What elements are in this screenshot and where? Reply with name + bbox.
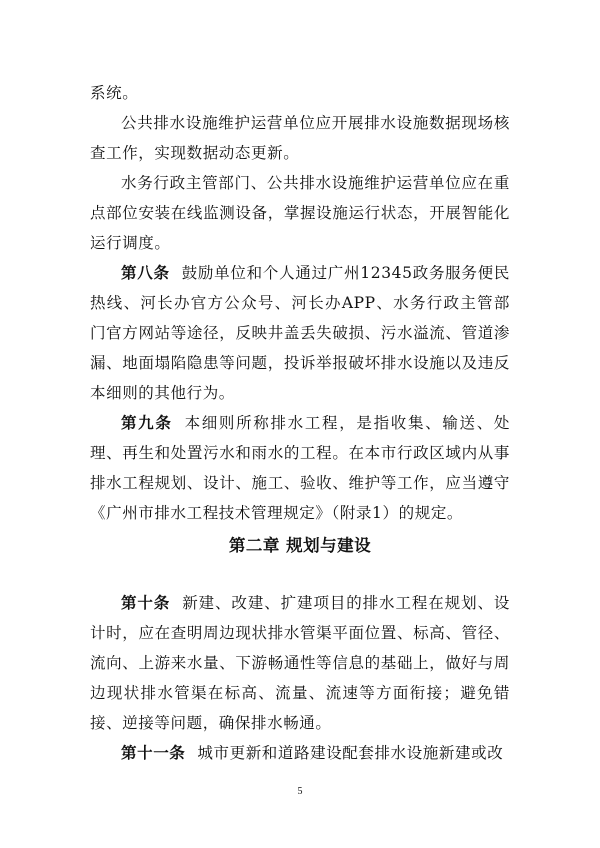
article-text: 城市更新和道路建设配套排水设施新建或改 (197, 744, 504, 762)
article-number: 第十条 (121, 594, 171, 612)
page-number: 5 (297, 786, 303, 797)
article-text: 本细则所称排水工程，是指收集、输送、处理、再生和处置污水和雨水的工程。在本市行政区域内从事排水工程规划、设计、施工、验收、维护等工作，应当遵守《广州市排水工程技术管理规定》（附录1）的规定。 (90, 414, 510, 522)
chapter-title: 第二章 规划与建设 (228, 536, 372, 555)
article-number: 第十一条 (121, 744, 186, 762)
paragraph-data-verification (90, 108, 510, 168)
paragraph-online-monitoring (90, 168, 510, 258)
paragraph-text: 水务行政主管部门、公共排水设施维护运营单位应在重点部位安装在线监测设备，掌握设施运行状态，开展智能化运行调度。 (90, 174, 510, 252)
paragraph-text: 系统。 (90, 84, 139, 102)
article-11 (90, 738, 510, 768)
article-number: 第八条 (121, 264, 170, 282)
article-text: 新建、改建、扩建项目的排水工程在规划、设计时，应在查明周边现状排水管渠平面位置、标高、管径、流向、上游来水量、下游畅通性等信息的基础上，做好与周边现状排水管渠在标高、流量、流速等方面衔接；避免错接、逆接等问题，确保排水畅通。 (90, 594, 510, 732)
article-8 (90, 258, 510, 408)
article-text: 鼓励单位和个人通过广州12345政务服务便民热线、河长办官方公众号、河长办APP、水务行政主管部门官方网站等途径，反映井盖丢失破损、污水溢流、管道渗漏、地面塌陷隐患等问题，投诉举报破坏排水设施以及违反本细则的其他行为。 (90, 264, 510, 402)
paragraph-text: 公共排水设施维护运营单位应开展排水设施数据现场核查工作，实现数据动态更新。 (90, 114, 510, 162)
article-10 (90, 588, 510, 738)
article-9 (90, 408, 510, 528)
paragraph-continuation (90, 78, 510, 108)
article-number: 第九条 (121, 414, 173, 432)
